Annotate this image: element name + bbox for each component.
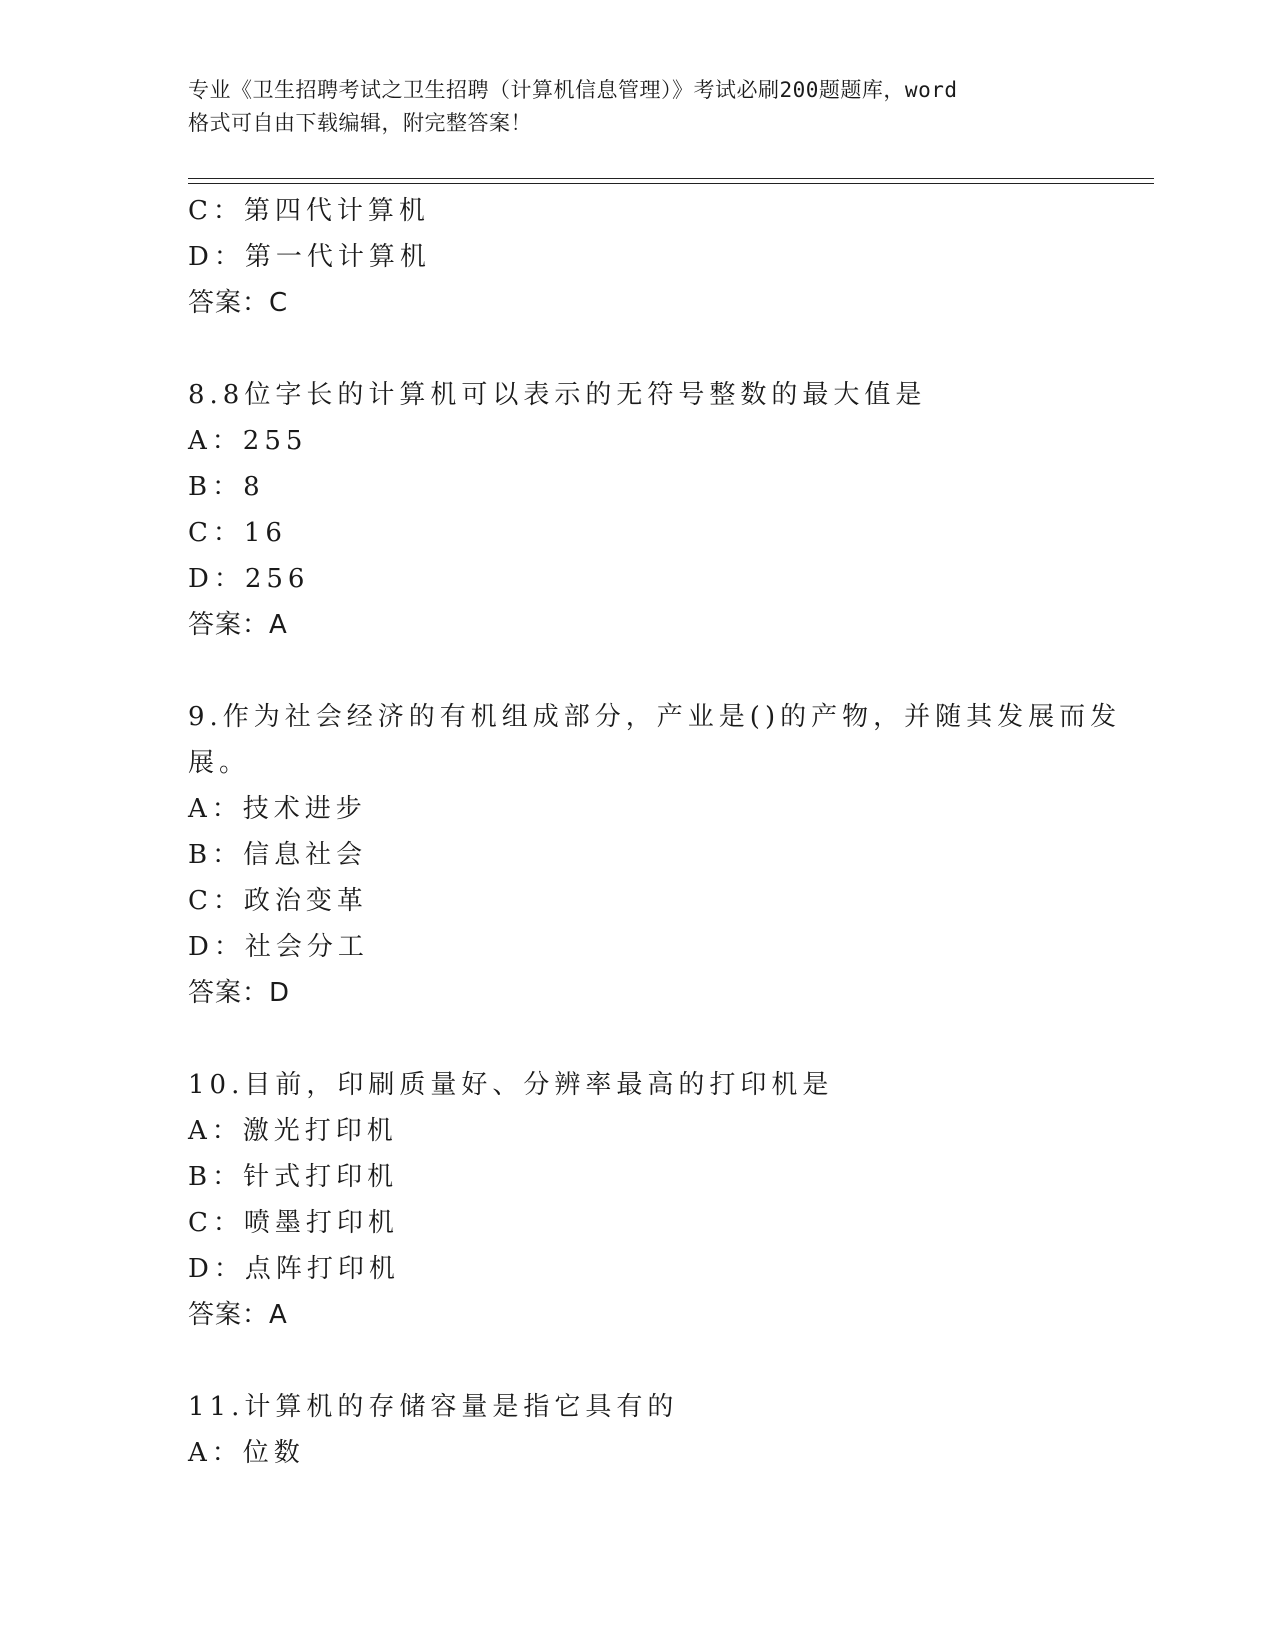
option-d: D：社会分工 bbox=[188, 932, 369, 962]
option-b: B：信息社会 bbox=[188, 840, 368, 870]
option-d: D：点阵打印机 bbox=[188, 1254, 400, 1284]
question-9 bbox=[188, 694, 1122, 1016]
answer: 答案：C bbox=[188, 288, 289, 318]
spacer bbox=[188, 1338, 1088, 1384]
spacer bbox=[188, 326, 1088, 372]
option-a: A：位数 bbox=[188, 1438, 305, 1468]
spacer bbox=[188, 1016, 1088, 1062]
header-divider-top bbox=[188, 178, 1154, 179]
header-divider-bottom bbox=[188, 183, 1154, 184]
question-text: 11.计算机的存储容量是指它具有的 bbox=[188, 1392, 679, 1422]
spacer bbox=[188, 648, 1088, 694]
answer: 答案：A bbox=[188, 1300, 288, 1330]
question-11 bbox=[188, 1384, 1088, 1476]
question-7-tail bbox=[188, 188, 1088, 326]
option-c: C：喷墨打印机 bbox=[188, 1208, 399, 1238]
question-10 bbox=[188, 1062, 1088, 1338]
option-b: B：8 bbox=[188, 472, 265, 502]
question-text-line-2: 展。 bbox=[188, 748, 251, 778]
option-d: D：第一代计算机 bbox=[188, 242, 431, 272]
question-8 bbox=[188, 372, 1088, 648]
answer: 答案：A bbox=[188, 610, 288, 640]
answer: 答案：D bbox=[188, 978, 291, 1008]
option-a: A：255 bbox=[188, 426, 308, 456]
header-line-2: 格式可自由下载编辑，附完整答案！ bbox=[188, 111, 532, 135]
document-header bbox=[188, 74, 1088, 140]
option-d: D：256 bbox=[188, 564, 310, 594]
option-a: A：激光打印机 bbox=[188, 1116, 398, 1146]
option-c: C：16 bbox=[188, 518, 287, 548]
option-c: C：政治变革 bbox=[188, 886, 368, 916]
question-text-line-1: 9.作为社会经济的有机组成部分，产业是()的产物，并随其发展而发 bbox=[188, 702, 1122, 732]
option-c: C：第四代计算机 bbox=[188, 196, 430, 226]
question-text: 10.目前，印刷质量好、分辨率最高的打印机是 bbox=[188, 1070, 834, 1100]
question-text: 8.8位字长的计算机可以表示的无符号整数的最大值是 bbox=[188, 380, 927, 410]
option-b: B：针式打印机 bbox=[188, 1162, 399, 1192]
header-line-1: 专业《卫生招聘考试之卫生招聘（计算机信息管理）》考试必刷200题题库，word bbox=[188, 78, 958, 102]
question-list bbox=[188, 188, 1122, 1476]
option-a: A：技术进步 bbox=[188, 794, 367, 824]
